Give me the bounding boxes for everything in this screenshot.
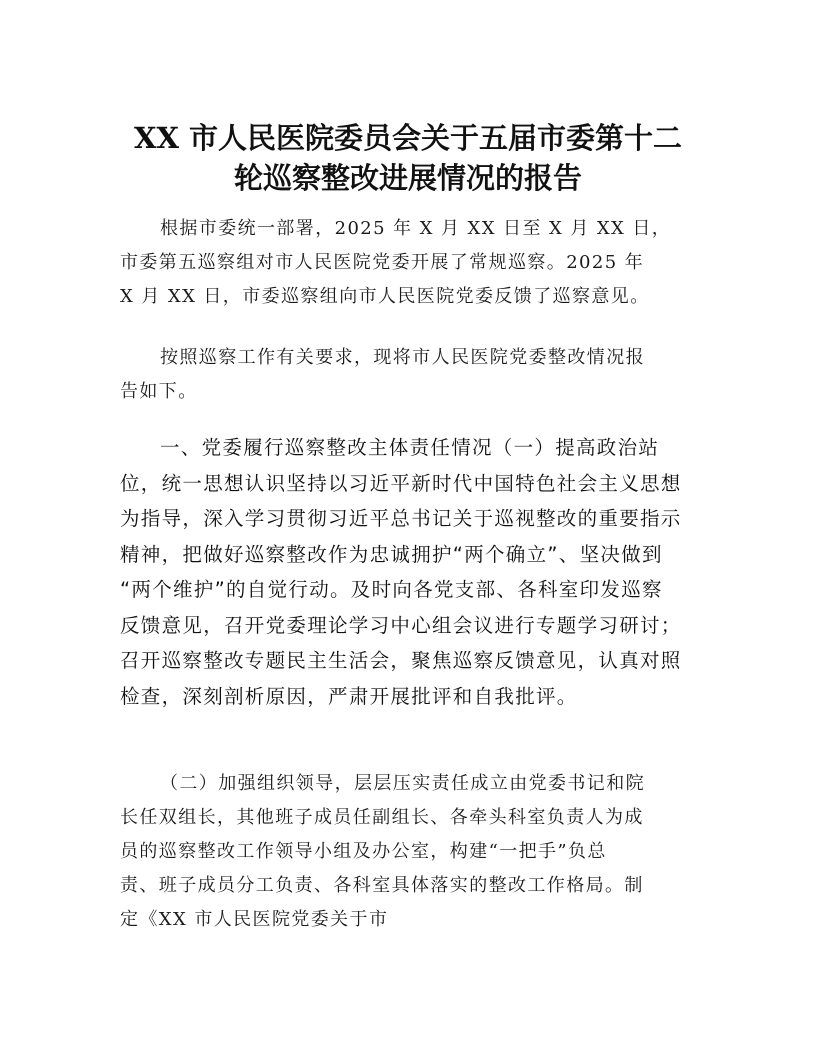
paragraph-line: 为指导，深入学习贯彻习近平总书记关于巡视整改的重要指示 [120,507,682,530]
paragraph-line: 市委第五巡察组对市人民医院党委开展了常规巡察。2025 年 [120,252,645,273]
paragraph-line: X 月 XX 日，市委巡察组向市人民医院党委反馈了巡察意见。 [120,286,650,307]
paragraph-line: 员的巡察整改工作领导小组及办公室，构建“一把手”负总 [120,841,607,862]
document-title-line-2: 轮巡察整改进展情况的报告 [233,161,582,195]
paragraph-line: 精神，把做好巡察整改作为忠诚拥护“两个确立”、坚决做到 [120,542,663,566]
paragraph-line: 定《XX 市人民医院党委关于市 [120,909,389,930]
paragraph-line: 责、班子成员分工负责、各科室具体落实的整改工作格局。制 [120,875,644,896]
document-title-line-1: XX 市人民医院委员会关于五届市委第十二 [133,121,683,155]
paragraph-line: 一、党委履行巡察整改主体责任情况（一）提高政治站 [160,436,660,459]
paragraph-line: 位，统一思想认识坚持以习近平新时代中国特色社会主义思想 [120,471,682,495]
paragraph-line: 召开巡察整改专题民主生活会，聚焦巡察反馈意见，认真对照 [120,649,682,672]
paragraph-section-one [120,430,696,714]
paragraph-line: 按照巡察工作有关要求，现将市人民医院党委整改情况报 [160,347,645,368]
paragraph-line: 反馈意见，召开党委理论学习中心组会议进行专题学习研讨； [120,613,682,637]
paragraph-background [120,212,696,314]
paragraph-line: 检查，深刻剖析原因，严肃开展批评和自我批评。 [120,684,578,708]
paragraph-line: 根据市委统一部署，2025 年 X 月 XX 日至 X 月 XX 日， [160,218,672,239]
paragraph-section-two [120,767,696,937]
paragraph-line: （二）加强组织领导，层层压实责任成立由党委书记和院 [160,773,645,794]
paragraph-line: “两个维护”的自觉行动。及时向各党支部、各科室印发巡察 [120,578,663,601]
paragraph-line: 告如下。 [120,381,198,402]
paragraph-line: 长任双组长，其他班子成员任副组长、各牵头科室负责人为成 [120,807,644,828]
paragraph-intro [120,341,696,409]
